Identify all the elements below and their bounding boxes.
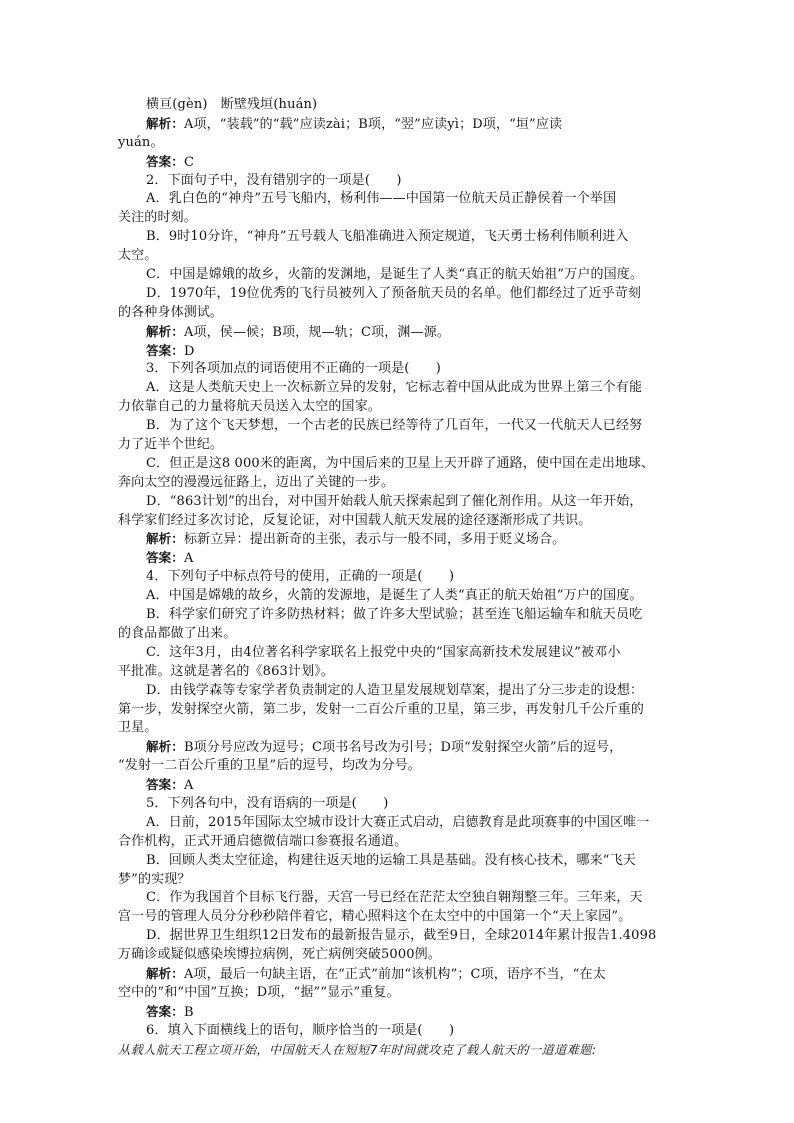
answer-line bbox=[118, 153, 678, 172]
analysis-line bbox=[118, 530, 678, 549]
line-text: 第一步，发射探空火箭，第二步，发射一二百公斤重的卫星，第三步，再发射几千公斤重的 bbox=[118, 701, 645, 717]
line-label: 解析： bbox=[146, 115, 184, 131]
line-text: yuán。 bbox=[118, 134, 164, 150]
text-line bbox=[118, 417, 678, 436]
line-text: C．作为我国首个目标飞行器，天宫一号已经在茫茫太空独自翱翔整三年。三年来，天 bbox=[146, 890, 643, 906]
line-label: 解析： bbox=[146, 323, 184, 339]
text-line bbox=[118, 701, 678, 720]
line-text: D．1970年，19位优秀的飞行员被列入了预备航天员的名单。他们都经过了近乎苛刻 bbox=[146, 285, 642, 301]
line-label: 答案： bbox=[146, 550, 184, 566]
line-label: 解析： bbox=[146, 739, 184, 755]
line-text: 的食品都做了出来。 bbox=[118, 625, 237, 641]
text-line bbox=[118, 871, 678, 890]
answer-line bbox=[118, 776, 678, 795]
text-line bbox=[118, 493, 678, 512]
text-line bbox=[118, 852, 678, 871]
line-text: D bbox=[183, 343, 195, 359]
answer-line bbox=[118, 342, 678, 361]
text-line bbox=[118, 455, 678, 474]
line-text: A项，侯—候；B项，规—轨；C项，渊—源。 bbox=[183, 324, 450, 340]
line-text: C．中国是嫦娥的故乡，火箭的发渊地，是诞生了人类“真正的航天始祖”万户的国度。 bbox=[146, 267, 644, 283]
text-line bbox=[118, 285, 678, 304]
text-line bbox=[118, 474, 678, 493]
line-text: D．据世界卫生组织12日发布的最新报告显示，截至9日，全球2014年累计报告1.4098 bbox=[146, 928, 657, 944]
text-line bbox=[118, 795, 678, 814]
text-line bbox=[118, 682, 678, 701]
text-line bbox=[118, 946, 678, 965]
line-label: 解析： bbox=[146, 531, 184, 547]
text-line bbox=[118, 379, 678, 398]
analysis-line bbox=[118, 965, 678, 984]
line-label: 答案： bbox=[146, 342, 184, 358]
line-text: “发射一二百公斤重的卫星”后的逗号，均改为分号。 bbox=[118, 758, 421, 774]
text-line bbox=[118, 719, 678, 738]
line-label: 解析： bbox=[146, 965, 184, 981]
text-line bbox=[118, 644, 678, 663]
text-line bbox=[118, 1041, 678, 1060]
line-text: 力依靠自己的力量将航天员送入太空的国家。 bbox=[118, 399, 382, 415]
line-text: 4．下列句子中标点符号的使用，正确的一项是( ) bbox=[146, 569, 455, 585]
line-text: 从载人航天工程立项开始，中国航天人在短短7年时间就攻克了载人航天的一道道难题: bbox=[118, 1042, 597, 1057]
text-line bbox=[118, 398, 678, 417]
line-text: 科学家们经过多次讨论，反复论证，对中国载人航天发展的途径逐渐形成了共识。 bbox=[118, 512, 592, 528]
answer-line bbox=[118, 1003, 678, 1022]
line-text: B项分号应改为逗号；C项书名号改为引号；D项“发射探空火箭”后的逗号， bbox=[183, 740, 623, 756]
text-line bbox=[118, 512, 678, 531]
line-text: 的各种身体测试。 bbox=[118, 304, 224, 320]
line-text: 横亘(gèn) 断壁残垣(huán) bbox=[146, 97, 318, 112]
text-line bbox=[118, 757, 678, 776]
text-line bbox=[118, 663, 678, 682]
line-text: 空中的”和“中国”互换；D项，“据”“显示”重复。 bbox=[118, 984, 400, 1000]
text-line bbox=[118, 927, 678, 946]
line-text: A bbox=[183, 551, 194, 567]
line-text: B．回顾人类太空征途，构建往返天地的运输工具是基础。没有核心技术，哪来“飞天 bbox=[146, 852, 636, 868]
text-line bbox=[118, 304, 678, 323]
line-text: A项，“装载”的“载”应读zài；B项，“翌”应读yì；D项，“垣”应读 bbox=[183, 116, 563, 132]
line-text: A．日前，2015年国际太空城市设计大赛正式启动，启德教育是此项赛事的中国区唯一 bbox=[146, 814, 650, 830]
line-text: B bbox=[183, 1004, 194, 1020]
text-line bbox=[118, 134, 678, 153]
answer-line bbox=[118, 549, 678, 568]
line-label: 答案： bbox=[146, 153, 184, 169]
line-text: D．由钱学森等专家学者负责制定的人造卫星发展规划草案，提出了分三步走的设想： bbox=[146, 682, 644, 698]
text-line bbox=[118, 833, 678, 852]
line-label: 答案： bbox=[146, 1003, 184, 1019]
document-page bbox=[118, 96, 678, 1059]
line-text: 奔向太空的漫漫远征路上，迈出了关键的一步。 bbox=[118, 474, 395, 490]
text-line bbox=[118, 625, 678, 644]
line-text: 合作机构，正式开通启德微信端口参赛报名通道。 bbox=[118, 833, 408, 849]
analysis-line bbox=[118, 323, 678, 342]
text-line bbox=[118, 96, 678, 115]
text-line bbox=[118, 360, 678, 379]
line-text: 5．下列各句中，没有语病的一项是( ) bbox=[146, 795, 389, 811]
line-text: 标新立异：提出新奇的主张，表示与一般不同，多用于贬义场合。 bbox=[183, 532, 566, 548]
line-text: 梦”的实现？ bbox=[118, 871, 191, 887]
line-text: C bbox=[183, 154, 195, 170]
line-text: 6．填入下面横线上的语句，顺序恰当的一项是( ) bbox=[146, 1022, 455, 1038]
line-text: 卫星。 bbox=[118, 720, 158, 736]
line-text: 万确诊或疑似感染埃博拉病例，死亡病例突破5000例。 bbox=[118, 947, 441, 963]
line-text: A bbox=[183, 778, 194, 794]
line-text: B．科学家们研究了许多防热材料；做了许多大型试验；甚至连飞船运输车和航天员吃 bbox=[146, 607, 643, 623]
analysis-line bbox=[118, 738, 678, 757]
text-line bbox=[118, 228, 678, 247]
text-line bbox=[118, 984, 678, 1003]
analysis-line bbox=[118, 115, 678, 134]
line-text: C．这年3月，由4位著名科学家联名上报党中央的“国家高新技术发展建议”被邓小 bbox=[146, 644, 621, 660]
line-text: A．这是人类航天史上一次标新立异的发射，它标志着中国从此成为世界上第三个有能 bbox=[146, 380, 643, 396]
line-text: C．但正是这8 000米的距离，为中国后来的卫星上天开辟了通路，使中国在走出地球、 bbox=[146, 455, 655, 471]
line-text: A．中国是嫦娥的故乡，火箭的发源地，是诞生了人类“真正的航天始祖”万户的国度。 bbox=[146, 588, 643, 604]
text-line bbox=[118, 814, 678, 833]
text-line bbox=[118, 587, 678, 606]
text-line bbox=[118, 606, 678, 625]
line-text: 2．下面句子中，没有错别字的一项是( ) bbox=[146, 172, 402, 188]
line-text: 平批准。这就是著名的《863计划》。 bbox=[118, 663, 335, 679]
text-line bbox=[118, 889, 678, 908]
line-text: 3．下列各项加点的词语使用不正确的一项是( ) bbox=[146, 361, 442, 377]
text-line bbox=[118, 568, 678, 587]
line-text: B．9时10分许，“神舟”五号载人飞船准确进入预定规道，飞天勇士杨利伟顺利进入 bbox=[146, 229, 629, 245]
line-text: A项，最后一句缺主语，在“正式”前加“该机构”；C项，语序不当，“在太 bbox=[183, 966, 606, 982]
line-text: D．“863计划”的出台，对中国开始载人航天探索起到了催化剂作用。从这一年开始， bbox=[146, 493, 643, 509]
line-text: A．乳白色的“神舟”五号飞船内，杨利伟——中国第一位航天员正静侯着一个举国 bbox=[146, 191, 617, 207]
text-line bbox=[118, 172, 678, 191]
text-line bbox=[118, 1022, 678, 1041]
line-text: 太空。 bbox=[118, 248, 158, 264]
line-text: B．为了这个飞天梦想，一个古老的民族已经等待了几百年，一代又一代航天人已经努 bbox=[146, 418, 643, 434]
text-line bbox=[118, 266, 678, 285]
line-text: 力了近半个世纪。 bbox=[118, 437, 224, 453]
line-text: 关注的时刻。 bbox=[118, 210, 197, 226]
text-line bbox=[118, 436, 678, 455]
text-line bbox=[118, 247, 678, 266]
text-line bbox=[118, 190, 678, 209]
line-text: 宫一号的管理人员分分秒秒陪伴着它，精心照料这个在太空中的中国第一个“天上家园”。 bbox=[118, 909, 632, 925]
text-line bbox=[118, 908, 678, 927]
text-line bbox=[118, 209, 678, 228]
line-label: 答案： bbox=[146, 777, 184, 793]
